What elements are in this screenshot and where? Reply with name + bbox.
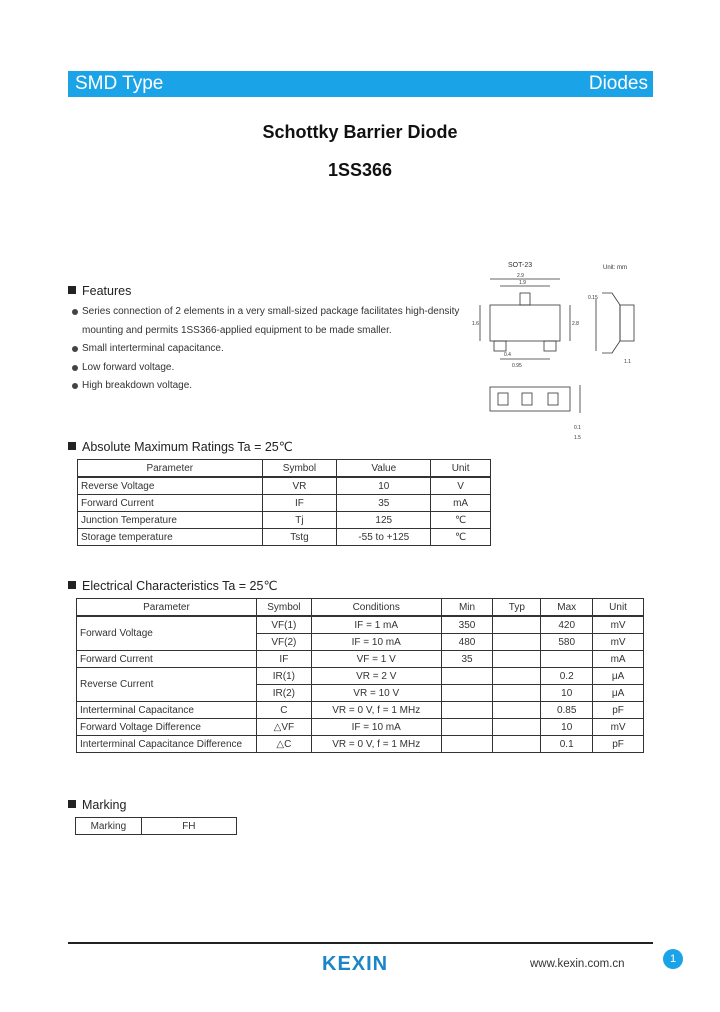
table-row: Forward Current IF VF = 1 V 35 mA <box>77 651 644 668</box>
feature-item: Small interterminal capacitance. <box>70 340 460 359</box>
feature-item: Low forward voltage. <box>70 359 460 378</box>
website-url: www.kexin.com.cn <box>530 958 625 970</box>
table-row: Reverse Voltage VR 10 V <box>78 477 491 495</box>
table-row: Storage temperature Tstg -55 to +125 ℃ <box>78 529 491 546</box>
table-row: Reverse Current IR(1) VR = 2 V 0.2 μA <box>77 668 644 685</box>
column-header: Unit <box>431 460 491 478</box>
features-heading: Features <box>68 284 131 298</box>
column-header: Unit <box>593 599 644 617</box>
units-label: Unit: mm <box>603 265 627 271</box>
column-header: Value <box>337 460 431 478</box>
table-header-row <box>77 599 644 617</box>
bullet-dot-icon <box>72 383 78 389</box>
bullet-square-icon <box>68 442 76 450</box>
table-row <box>76 818 237 835</box>
dim-label: 0.1 <box>574 425 581 431</box>
table-row: Interterminal Capacitance Difference △C VR = 0 V, f = 1 MHz 0.1 pF <box>77 736 644 753</box>
marking-value: FH <box>141 818 236 835</box>
table-row: Forward Voltage VF(1) IF = 1 mA 350 420 mV <box>77 616 644 634</box>
column-header: Typ <box>493 599 541 617</box>
column-header: Max <box>541 599 593 617</box>
feature-item: Series connection of 2 elements in a very small-sized package facilitates high-density mounting and permits 1SS366-applied equipment to be made smaller. <box>70 303 460 340</box>
abs-max-heading: Absolute Maximum Ratings Ta = 25℃ <box>68 439 293 454</box>
column-header: Parameter <box>78 460 263 478</box>
bullet-dot-icon <box>72 346 78 352</box>
table-row: Junction Temperature Tj 125 ℃ <box>78 512 491 529</box>
dim-label: 0.95 <box>512 363 522 369</box>
column-header: Parameter <box>77 599 257 617</box>
table-row: IR(2) VR = 10 V 10 μA <box>77 685 644 702</box>
company-logo: KEXIN <box>322 953 389 975</box>
header-bar <box>68 71 653 97</box>
page-number: 1 <box>663 949 683 969</box>
table-row: Forward Voltage Difference △VF IF = 10 mA 10 mV <box>77 719 644 736</box>
table-row: Forward Current IF 35 mA <box>78 495 491 512</box>
column-header: Conditions <box>311 599 441 617</box>
bullet-dot-icon <box>72 309 78 315</box>
features-list <box>70 303 460 396</box>
package-outline-drawing <box>470 255 650 445</box>
dim-label: 1.5 <box>574 435 581 441</box>
marking-table <box>75 817 237 835</box>
bullet-square-icon <box>68 581 76 589</box>
table-row: Interterminal Capacitance C VR = 0 V, f = 1 MHz 0.85 pF <box>77 702 644 719</box>
dim-label: 2.9 <box>517 273 524 279</box>
bullet-square-icon <box>68 286 76 294</box>
package-label: SOT-23 <box>508 262 533 269</box>
column-header: Min <box>441 599 493 617</box>
part-number: 1SS366 <box>327 160 393 180</box>
table-header-row <box>78 460 491 478</box>
elec-table <box>76 598 644 753</box>
marking-heading: Marking <box>68 798 126 812</box>
doc-title: Schottky Barrier Diode <box>262 122 458 142</box>
dim-label: 1.6 <box>472 321 479 327</box>
dim-label: 1.9 <box>519 280 526 286</box>
header-type: SMD Type <box>75 73 164 94</box>
bullet-square-icon <box>68 800 76 808</box>
abs-max-table <box>77 459 491 546</box>
footer-divider <box>68 942 653 944</box>
dim-label: 0.4 <box>504 352 511 358</box>
dim-label: 0.15 <box>588 295 598 301</box>
header-category: Diodes <box>588 73 648 94</box>
bullet-dot-icon <box>72 365 78 371</box>
feature-item: High breakdown voltage. <box>70 377 460 396</box>
table-row: VF(2) IF = 10 mA 480 580 mV <box>77 634 644 651</box>
marking-label: Marking <box>76 818 142 835</box>
column-header: Symbol <box>262 460 337 478</box>
dim-label: 1.1 <box>624 359 631 365</box>
dim-label: 2.8 <box>572 321 579 327</box>
elec-heading: Electrical Characteristics Ta = 25℃ <box>68 578 277 593</box>
column-header: Symbol <box>256 599 311 617</box>
